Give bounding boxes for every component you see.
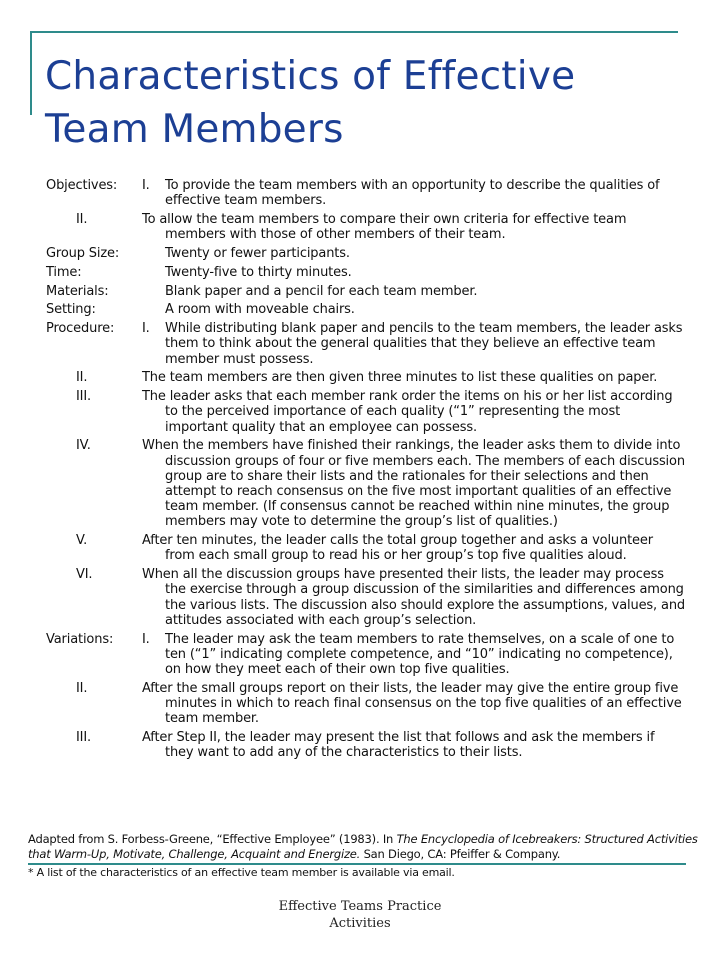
procedure-label: Procedure: xyxy=(46,321,115,337)
setting-label: Setting: xyxy=(46,302,96,318)
page-title xyxy=(45,50,685,156)
time-row xyxy=(46,265,686,280)
procedure-item xyxy=(46,533,686,563)
procedure-item xyxy=(46,370,686,385)
materials-label: Materials: xyxy=(46,283,109,299)
item-text: When all the discussion groups have presented their lists, the leader may process the exercise through a group discussion of the similarities and differences among the various lists. The discussion also should explore the assumptions, values, and attitudes associated with each group’s selection. xyxy=(142,567,686,628)
item-number: I. xyxy=(142,321,150,337)
setting-row xyxy=(46,302,686,317)
item-number: V. xyxy=(76,533,88,549)
item-text: The team members are then given three minutes to list these qualities on paper. xyxy=(142,370,658,386)
left-rule xyxy=(30,31,32,115)
item-text: After Step II, the leader may present the list that follows and ask the members if they want to add any of the characteristics to their lists. xyxy=(142,730,655,761)
setting-value: A room with moveable chairs. xyxy=(165,302,355,318)
group-size-row xyxy=(46,246,686,261)
page-footer xyxy=(0,898,720,932)
variations-item xyxy=(46,730,686,760)
title-line-2: Team Members xyxy=(45,107,344,152)
item-number: III. xyxy=(76,389,92,405)
variations-item xyxy=(46,681,686,727)
variations-label: Variations: xyxy=(46,631,114,647)
item-number: II. xyxy=(76,212,88,227)
item-number: III. xyxy=(76,730,92,746)
citation-prefix: Adapted from S. Forbess-Greene, “Effective Employee” (1983). In xyxy=(28,832,397,846)
group-size-value: Twenty or fewer participants. xyxy=(165,246,350,261)
title-line-1: Characteristics of Effective xyxy=(45,54,576,99)
time-value: Twenty-five to thirty minutes. xyxy=(165,264,352,280)
item-text: The leader may ask the team members to rate themselves, on a scale of one to ten (“1” indicating complete competence, and “10” indicating no competence), on how they meet each of their own top five qualities. xyxy=(165,631,675,678)
item-number: I. xyxy=(142,631,150,647)
item-number: VI. xyxy=(76,567,93,583)
item-text: To allow the team members to compare their own criteria for effective team members with those of other members of their team. xyxy=(142,212,627,243)
item-text: While distributing blank paper and pencils to the team members, the leader asks them to think about the general qualities that they believe an effective team member must possess. xyxy=(165,321,683,367)
objectives-item xyxy=(46,178,686,208)
source-citation xyxy=(28,832,698,862)
item-text: When the members have finished their rankings, the leader asks them to divide into discussion groups of four or five members each. The members of each discussion group are to share their lists and the rationales for their selections and then attempt to reach consensus on the five most important qualities of an effective team member. (If consensus cannot be reached within nine minutes, the group members may vote to determine the group’s list of qualities.) xyxy=(142,438,685,530)
objectives-item xyxy=(46,212,686,242)
citation-suffix: San Diego, CA: Pfeiffer & Company. xyxy=(360,847,561,861)
materials-row xyxy=(46,284,686,299)
top-rule xyxy=(30,31,678,33)
footer-line-1: Effective Teams Practice xyxy=(278,899,442,914)
item-text: The leader asks that each member rank order the items on his or her list according to the perceived importance of each quality (“1” representing the most important quality that an employee can possess. xyxy=(142,389,673,435)
variations-item xyxy=(46,632,686,678)
time-label: Time: xyxy=(46,264,82,280)
procedure-item xyxy=(46,438,686,529)
procedure-item xyxy=(46,567,686,628)
item-text: To provide the team members with an opportunity to describe the qualities of effective team members. xyxy=(165,178,660,209)
item-number: II. xyxy=(76,680,88,696)
objectives-label: Objectives: xyxy=(46,178,118,193)
item-number: IV. xyxy=(76,438,91,454)
procedure-item xyxy=(46,389,686,435)
item-number: II. xyxy=(76,370,88,386)
bottom-rule xyxy=(28,863,686,865)
activity-content xyxy=(46,178,686,764)
materials-value: Blank paper and a pencil for each team member. xyxy=(165,283,478,299)
email-note: * A list of the characteristics of an effective team member is available via email. xyxy=(28,866,455,879)
citation-book-title: The Encyclopedia of Icebreakers: Structured Activities that Warm-Up, Motivate, Challenge, Acquaint and Energize. xyxy=(28,832,698,861)
item-text: After ten minutes, the leader calls the total group together and asks a volunteer from each small group to read his or her group’s top five qualities aloud. xyxy=(142,533,653,564)
group-size-label: Group Size: xyxy=(46,246,120,261)
footer-line-2: Activities xyxy=(329,916,391,931)
item-text: After the small groups report on their lists, the leader may give the entire group five minutes in which to reach final consensus on the top five qualities of an effective team member. xyxy=(142,680,682,727)
item-number: I. xyxy=(142,178,150,193)
procedure-item xyxy=(46,321,686,367)
